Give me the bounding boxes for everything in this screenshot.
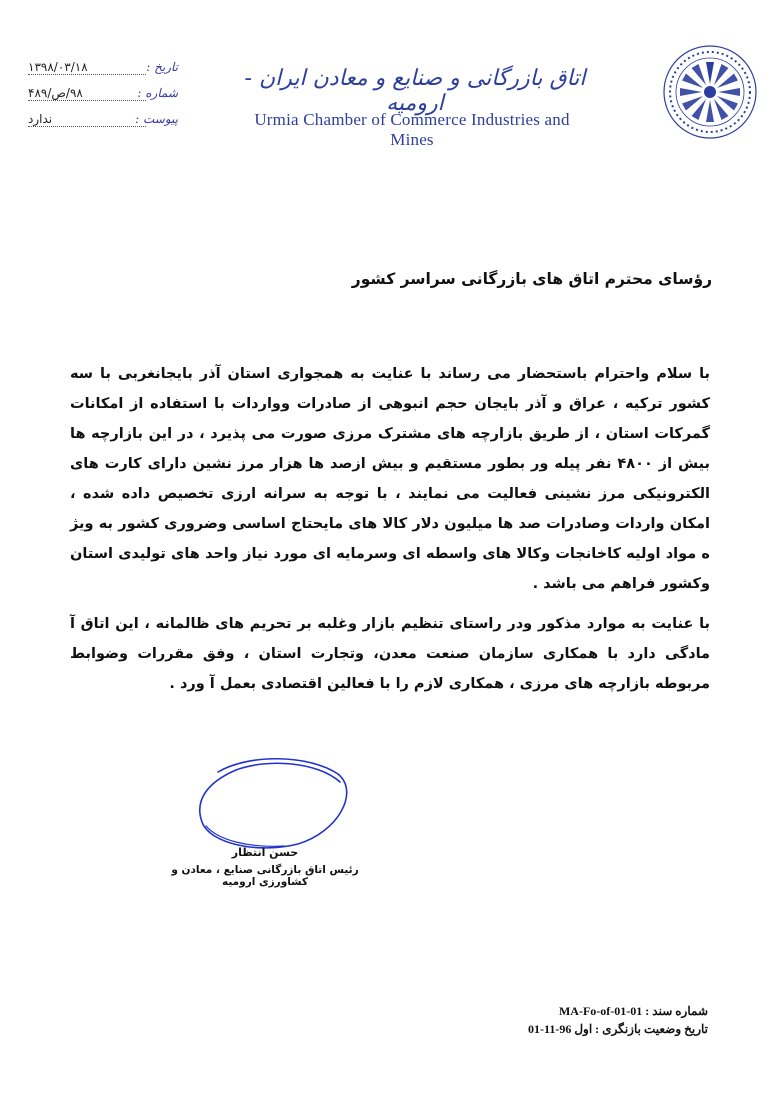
signer-name: حسن انتظار	[231, 846, 299, 859]
signer-title: رئیس اتاق بازرگانی صنایع ، معادن و کشاورزی ارومیه	[171, 864, 359, 888]
revision-date: تاریخ وضعیت بازنگری : اول 96-11-01	[527, 1022, 708, 1036]
attachment-dotted-line	[28, 126, 146, 127]
attachment-value: ندارد	[28, 112, 53, 126]
attachment-row	[28, 112, 178, 138]
number-value: ۹۸/ص/۴۸۹	[28, 86, 83, 100]
date-value: ۱۳۹۸/۰۳/۱۸	[28, 60, 88, 74]
attachment-label: پیوست :	[135, 112, 178, 126]
date-dotted-line	[28, 74, 146, 75]
number-row	[28, 86, 178, 112]
salutation: رؤسای محترم اتاق های بازرگانی سراسر کشور	[351, 270, 712, 288]
header-title-persian: اتاق بازرگانی و صنایع و معادن ایران - ارومیه	[244, 66, 586, 116]
letter-metadata	[28, 60, 178, 138]
date-label: تاریخ :	[146, 60, 178, 74]
header-title-english: Urmia Chamber of Commerce Industries and Mines	[254, 110, 570, 149]
number-dotted-line	[28, 100, 146, 101]
body-paragraph-1: با سلام واحترام باستحضار می رساند با عنایت به همجواری استان آذر بایجانغربی با سه کشور ترکیه ، عراق و آذر بایجان حجم انبوهی از صادرات وواردات با استفاده از امکانات گمرکات استان ، از طریق بازارچه های مشترک مرزی صورت می پذیرد ، در این بازارچه ها بیش از ۴۸۰۰ نفر پیله ور بطور مستقیم و بیش ازصد ها هزار مرز نشین دارای کارت های الکترونیکی مرز نشینی فعالیت می نمایند ، با توجه به سرانه ارزی تخصیص داده شده ، امکان واردات وصادرات صد ها میلیون دلار کالا های مایحتاج اساسی وضروری کشور به ویژ ه مواد اولیه کاخانجات وکالا های واسطه ای وسرمایه ای مورد نیاز واحد های تولیدی استان وکشور فراهم می باشد .	[70, 366, 710, 592]
body-paragraph-2: با عنایت به موارد مذکور ودر راستای تنظیم بازار وغلبه بر تحریم های ظالمانه ، این اتاق آ مادگی دارد با همکاری سازمان صنعت معدن، وتجارت استان ، وفق مقررات وضوابط مربوطه بازارچه های مرزی ، همکاری لازم را با فعالین اقتصادی بعمل آ ورد .	[70, 616, 710, 692]
handwritten-signature	[188, 752, 358, 856]
number-label: شماره :	[137, 86, 178, 100]
document-number: شماره سند : MA-Fo-of-01-01	[558, 1004, 708, 1018]
date-row	[28, 60, 178, 86]
chamber-logo-icon	[662, 44, 758, 140]
